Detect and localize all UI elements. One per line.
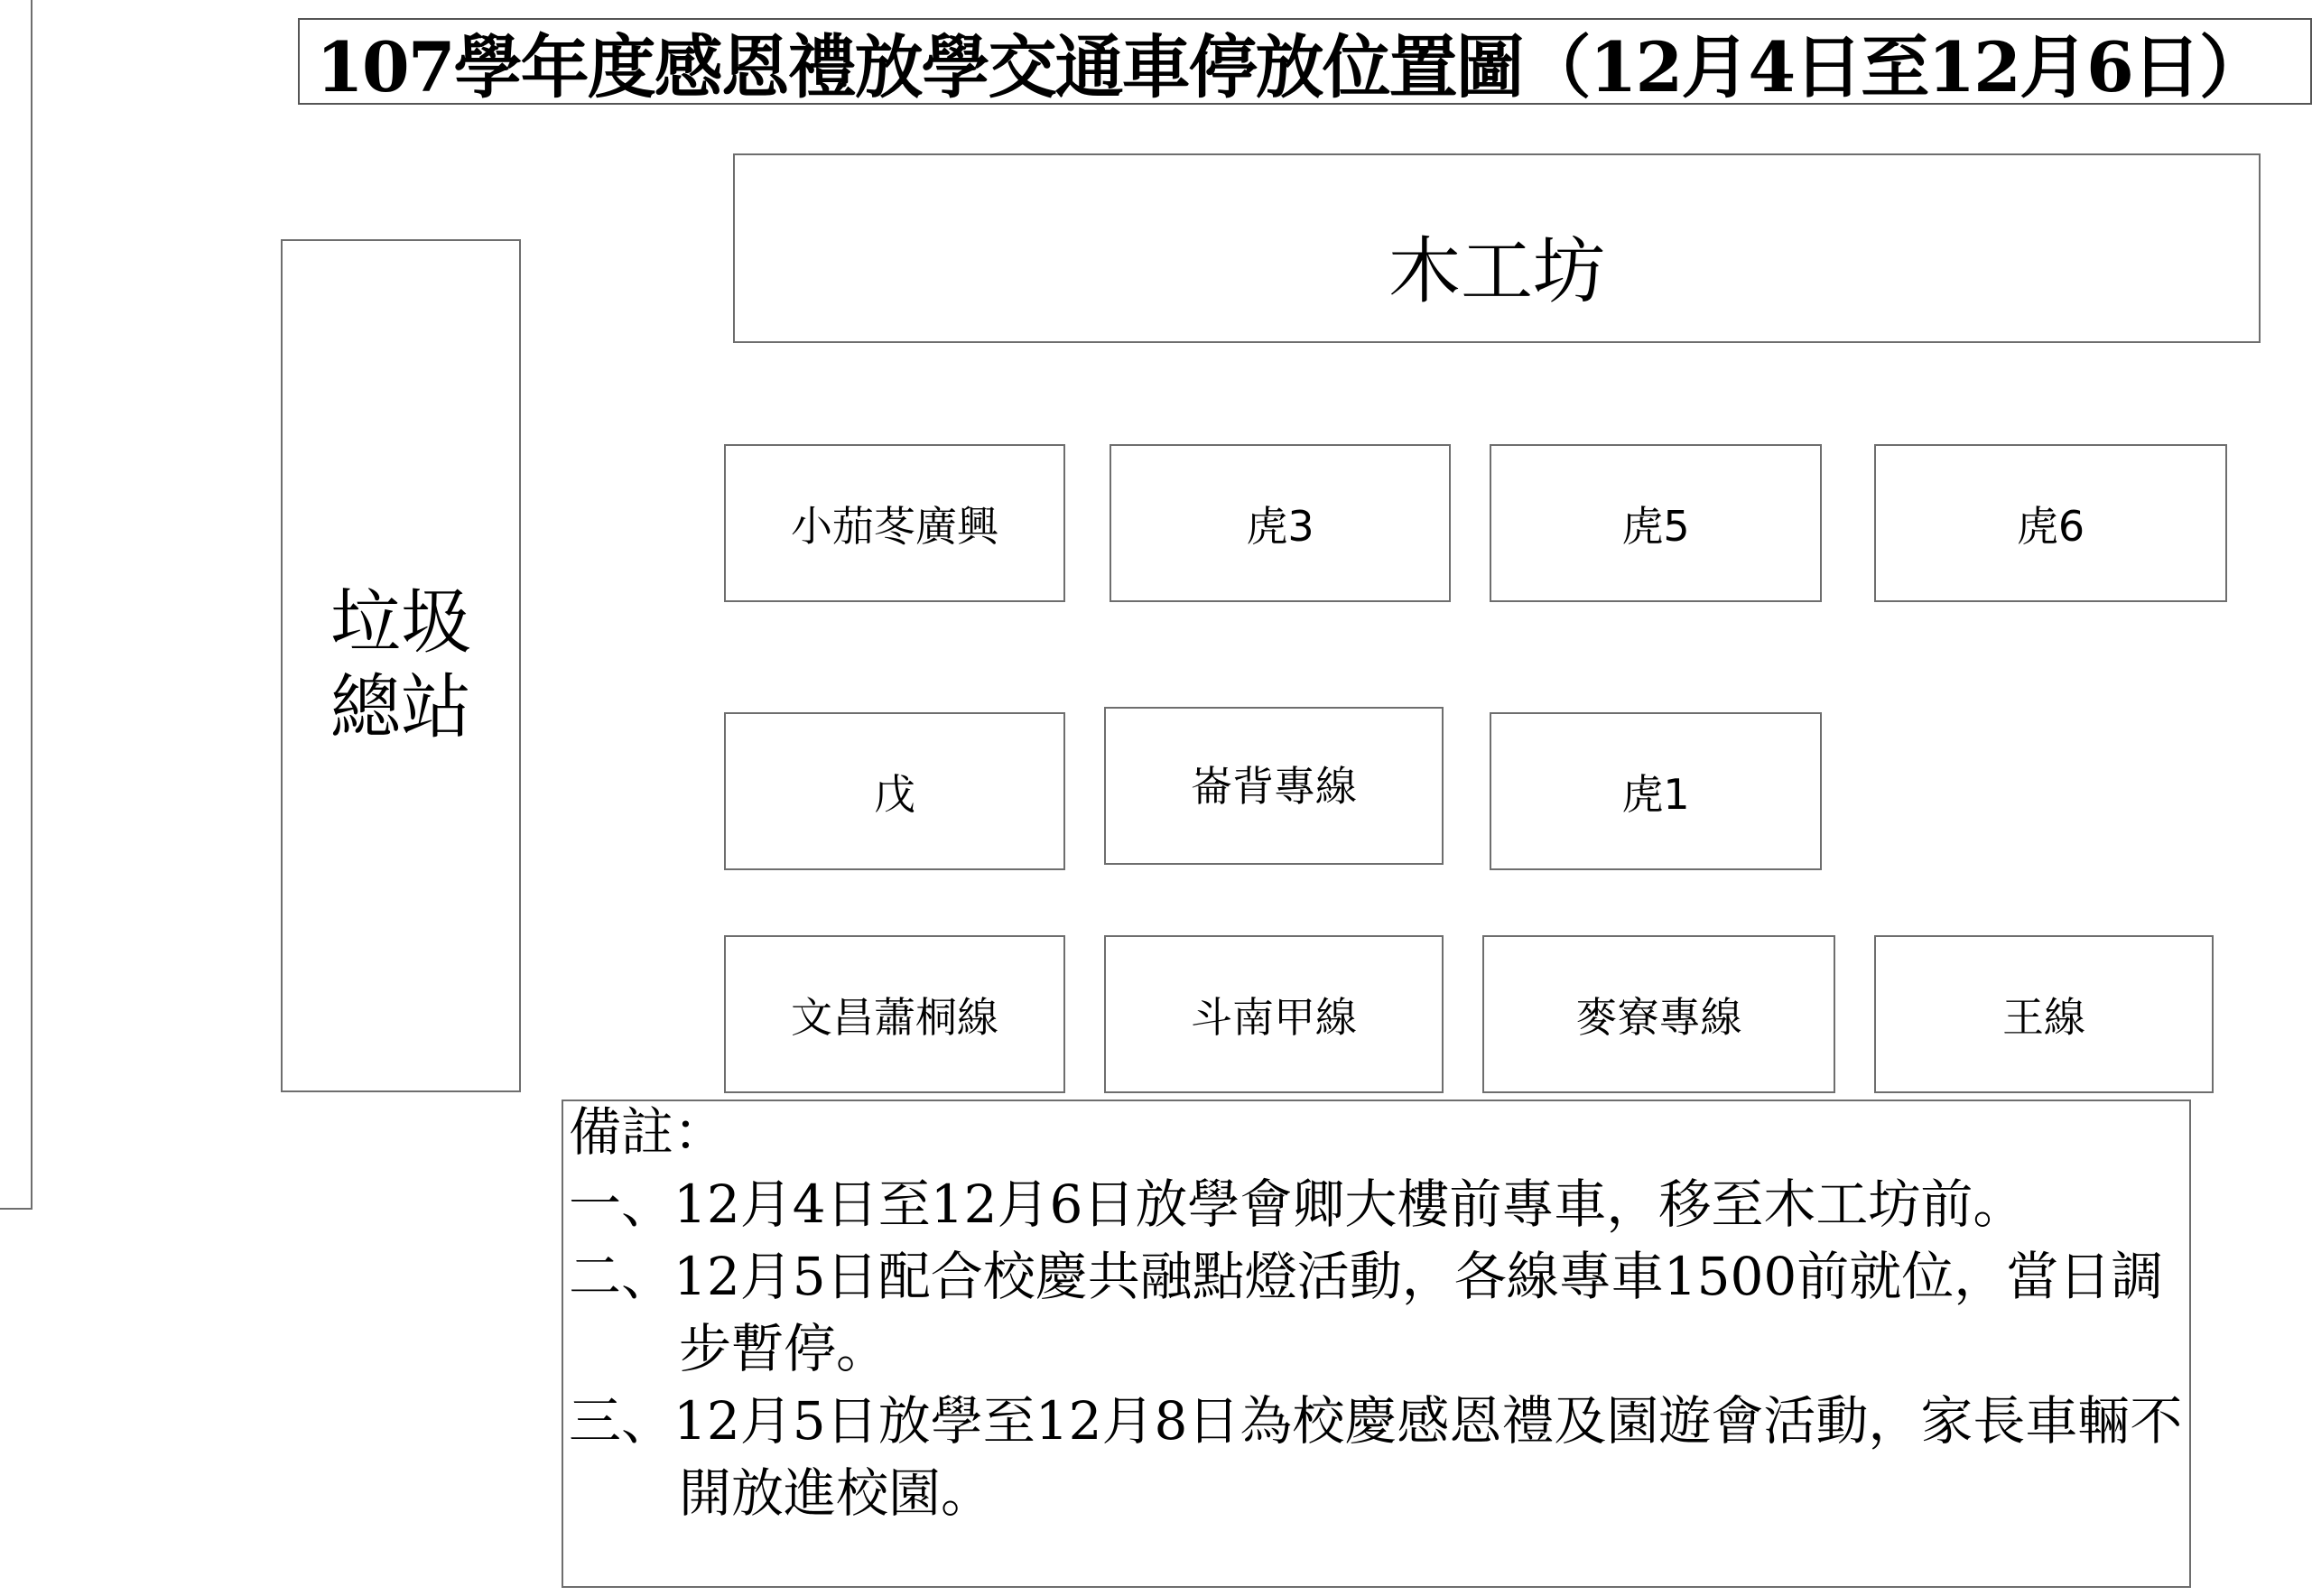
parking-slot xyxy=(724,712,1065,870)
parking-slot-label: 虎1 xyxy=(1621,769,1690,819)
parking-slot xyxy=(1110,444,1451,602)
note-item: 三、12月5日放學至12月8日為校慶感恩禮及園遊會活動，家長車輛不開放進校園。 xyxy=(569,1390,2183,1524)
parking-slot xyxy=(1874,935,2214,1093)
diagram-title xyxy=(298,18,2312,105)
title-text: 107學年度感恩禮放學交通車停放位置圖（12月4日至12月6日） xyxy=(316,26,2266,105)
parking-slot-label: 虎6 xyxy=(2016,501,2085,551)
parking-slot-label: 虎5 xyxy=(1621,501,1690,551)
trash-station-building xyxy=(281,239,521,1092)
woodworking-shop-building xyxy=(733,153,2261,343)
workshop-label: 木工坊 xyxy=(1388,229,1605,313)
notes-box xyxy=(562,1100,2191,1588)
parking-slot xyxy=(1482,935,1835,1093)
note-item: 一、12月4日至12月6日放學會卿大樓前專車，移至木工坊前。 xyxy=(569,1174,2026,1235)
parking-slot-label: 小茄苳廣興 xyxy=(791,501,998,551)
left-border-line xyxy=(0,0,32,1210)
parking-slot-label: 文昌蕭桐線 xyxy=(791,992,998,1042)
note-item: 二、12月5日配合校慶共融點燈活動，各線專車1500前就位，當日調步暫停。 xyxy=(569,1246,2164,1379)
parking-slot xyxy=(1490,712,1822,870)
parking-slot-label: 虎3 xyxy=(1246,501,1314,551)
parking-slot xyxy=(1104,707,1444,865)
notes-header: 備註： xyxy=(569,1101,727,1163)
parking-slot xyxy=(724,935,1065,1093)
parking-slot xyxy=(1874,444,2227,602)
parking-slot-label: 王線 xyxy=(2002,992,2085,1042)
parking-slot xyxy=(724,444,1065,602)
trash-station-label: 垃圾總站 xyxy=(330,581,471,748)
parking-slot-label: 崙背專線 xyxy=(1191,762,1357,811)
parking-slot xyxy=(1490,444,1822,602)
parking-slot xyxy=(1104,935,1444,1093)
parking-slot-label: 戊 xyxy=(874,769,915,819)
parking-slot-label: 斗南甲線 xyxy=(1191,992,1357,1042)
parking-slot-label: 麥寮專線 xyxy=(1575,992,1742,1042)
